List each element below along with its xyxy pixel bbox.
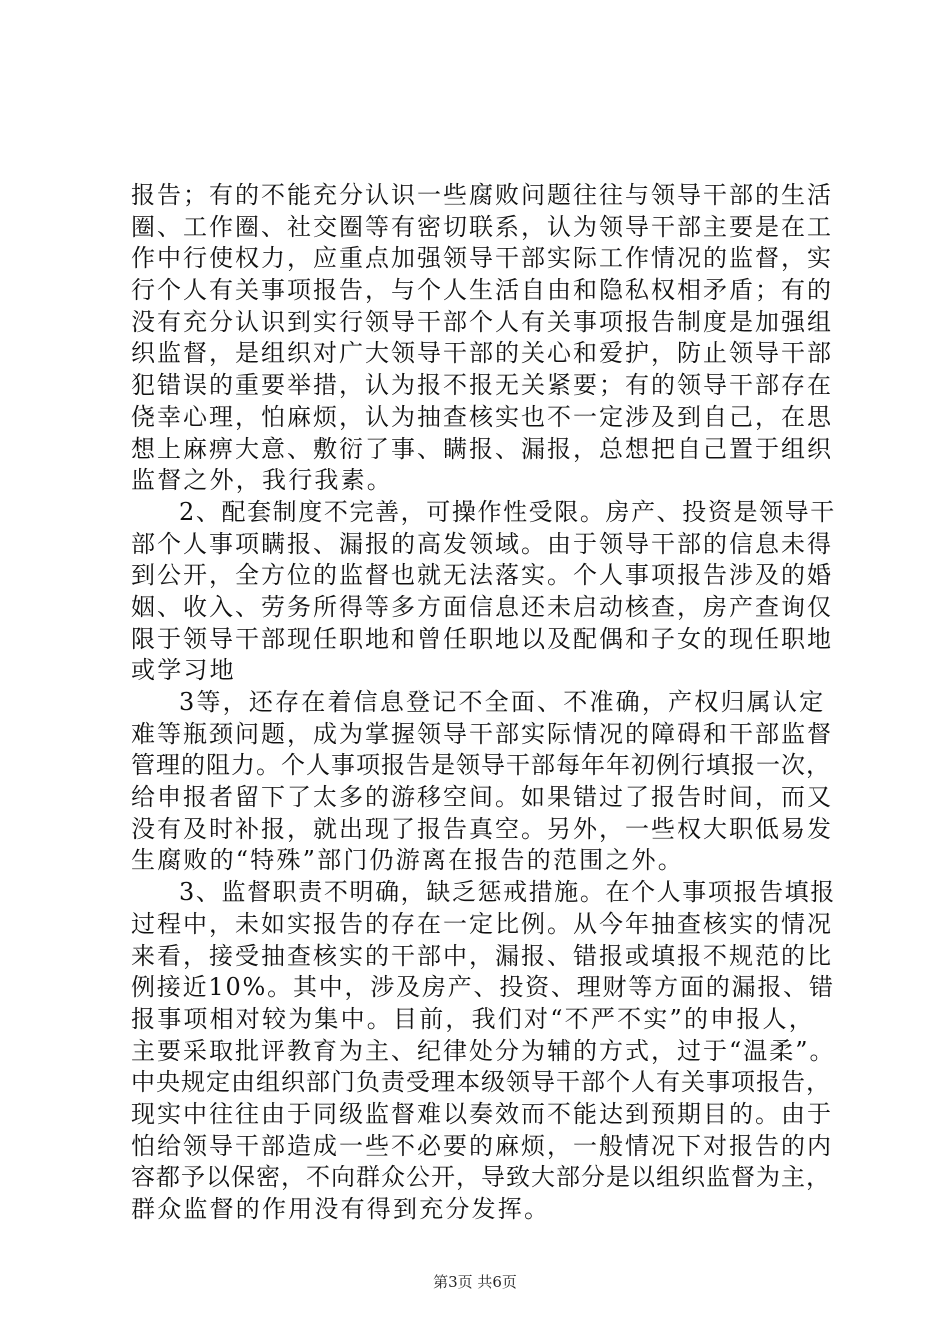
- text-line: 来看，接受抽查核实的干部中，漏报、错报或填报不规范的比: [131, 941, 833, 970]
- text-line: 怕给领导干部造成一些不必要的麻烦，一般情况下对报告的内: [131, 1131, 833, 1160]
- text-line: 中央规定由组织部门负责受理本级领导干部个人有关事项报告，: [131, 1068, 831, 1097]
- text-line: 给申报者留下了太多的游移空间。如果错过了报告时间，而又: [131, 783, 833, 812]
- text-line: 犯错误的重要举措，认为报不报无关紧要；有的领导干部存在: [131, 371, 833, 400]
- text-line: 限于领导干部现任职地和曾任职地以及配偶和子女的现任职地: [131, 624, 833, 653]
- text-line: 容都予以保密，不向群众公开，导致大部分是以组织监督为主，: [131, 1163, 831, 1192]
- text-line: 群众监督的作用没有得到充分发挥。: [131, 1195, 551, 1223]
- text-line: 侥幸心理，怕麻烦，认为抽查核实也不一定涉及到自己，在思: [131, 402, 833, 431]
- text-line: 难等瓶颈问题，成为掌握领导干部实际情况的障碍和干部监督: [131, 719, 833, 748]
- text-line: 现实中往往由于同级监督难以奏效而不能达到预期目的。由于: [131, 1099, 833, 1128]
- text-line: 3、监督职责不明确，缺乏惩戒措施。在个人事项报告填报: [179, 878, 836, 907]
- text-line: 报事项相对较为集中。目前，我们对“不严不实”的申报人，: [131, 1004, 815, 1033]
- text-line: 主要采取批评教育为主、纪律处分为辅的方式，过于“温柔”。: [131, 1036, 836, 1065]
- text-line: 过程中，未如实报告的存在一定比例。从今年抽查核实的情况: [131, 909, 833, 938]
- body-text: [131, 180, 836, 1226]
- text-line: 3等，还存在着信息登记不全面、不准确，产权归属认定: [179, 688, 826, 716]
- text-line: 织监督，是组织对广大领导干部的关心和爱护，防止领导干部: [131, 339, 833, 368]
- text-line: 到公开，全方位的监督也就无法落实。个人事项报告涉及的婚: [131, 561, 833, 590]
- text-line: 监督之外，我行我素。: [131, 466, 393, 495]
- text-line: 没有及时补报，就出现了报告真空。另外，一些权大职低易发: [131, 814, 833, 843]
- text-line: 没有充分认识到实行领导干部个人有关事项报告制度是加强组: [131, 307, 833, 336]
- text-line: 生腐败的“特殊”部门仍游离在报告的范围之外。: [131, 846, 684, 875]
- text-line: 报告；有的不能充分认识一些腐败问题往往与领导干部的生活: [131, 181, 833, 209]
- text-line: 行个人有关事项报告，与个人生活自由和隐私权相矛盾；有的: [131, 276, 833, 305]
- text-line: 2、配套制度不完善，可操作性受限。房产、投资是领导干: [179, 497, 836, 526]
- text-line: 部个人事项瞒报、漏报的高发领域。由于领导干部的信息未得: [131, 529, 833, 558]
- text-line: 管理的阻力。个人事项报告是领导干部每年年初例行填报一次，: [131, 751, 831, 780]
- text-line: 姻、收入、劳务所得等多方面信息还未启动核查，房产查询仅: [131, 592, 833, 621]
- text-line: 想上麻痹大意、敷衍了事、瞒报、漏报，总想把自己置于组织: [131, 434, 833, 463]
- page-footer: 第3页 共6页: [433, 1273, 517, 1291]
- text-line: 圈、工作圈、社交圈等有密切联系，认为领导干部主要是在工: [131, 212, 833, 241]
- text-line: 例接近10%。其中，涉及房产、投资、理财等方面的漏报、错: [131, 973, 835, 1002]
- text-line: 作中行使权力，应重点加强领导干部实际工作情况的监督，实: [131, 244, 833, 273]
- text-line: 或学习地: [131, 656, 236, 685]
